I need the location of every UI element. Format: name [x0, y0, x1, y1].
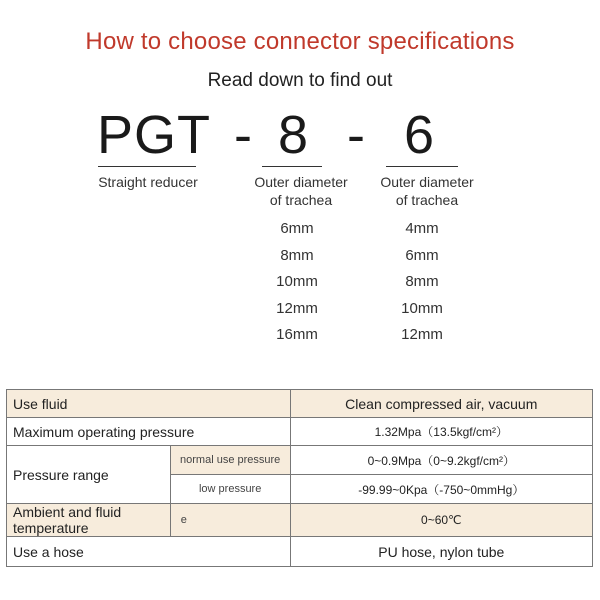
- prefix-underline: [98, 166, 196, 167]
- low-pressure-label: low pressure: [170, 475, 290, 504]
- use-fluid-label: Use fluid: [7, 390, 291, 418]
- first-size-label: [246, 173, 356, 209]
- prefix-label: Straight reducer: [98, 174, 198, 190]
- page-title: How to choose connector specifications: [85, 28, 515, 55]
- second-size-label-line1: Outer diameter: [380, 174, 474, 190]
- table-row: [7, 504, 593, 537]
- second-size-option: 10mm: [401, 299, 443, 317]
- model-second-size: 6: [404, 105, 435, 165]
- first-size-label-line1: Outer diameter: [254, 174, 348, 190]
- table-row: [7, 537, 593, 567]
- model-separator-2: -: [347, 105, 365, 165]
- temperature-label: Ambient and fluid temperature: [7, 504, 171, 537]
- normal-pressure-label: normal use pressure: [170, 446, 290, 475]
- page-subtitle: Read down to find out: [207, 70, 393, 91]
- second-size-label-line2: of trachea: [395, 192, 459, 208]
- first-size-option: 16mm: [276, 326, 318, 343]
- spec-table: [6, 389, 593, 567]
- low-pressure-value: -99.99~0Kpa（-750~0mmHg）: [290, 475, 592, 504]
- second-size-option: 12mm: [401, 326, 443, 343]
- first-size-label-line2: of trachea: [269, 192, 333, 208]
- second-size-label: [372, 173, 482, 209]
- temperature-value: 0~60℃: [290, 504, 592, 537]
- second-size-list: [367, 216, 477, 349]
- first-size-option: 8mm: [280, 246, 314, 264]
- model-separator-1: -: [234, 105, 252, 165]
- first-size-list: [242, 216, 352, 349]
- model-first-size: 8: [278, 105, 309, 165]
- second-size-underline: [386, 166, 458, 167]
- max-pressure-label: Maximum operating pressure: [7, 418, 291, 446]
- pressure-range-label: Pressure range: [7, 446, 171, 504]
- max-pressure-value: 1.32Mpa（13.5kgf/cm²）: [290, 418, 592, 446]
- first-size-option: 10mm: [276, 273, 318, 290]
- temperature-mark: e: [170, 504, 290, 537]
- table-row: [7, 446, 593, 475]
- second-size-option: 8mm: [405, 273, 439, 290]
- table-row: [7, 418, 593, 446]
- first-size-underline: [262, 166, 322, 167]
- hose-label: Use a hose: [7, 537, 291, 567]
- normal-pressure-value: 0~0.9Mpa（0~9.2kgf/cm²）: [290, 446, 592, 475]
- first-size-option: 6mm: [280, 220, 314, 237]
- second-size-option: 6mm: [405, 246, 439, 264]
- model-prefix: PGT: [97, 105, 212, 165]
- second-size-option: 4mm: [405, 220, 439, 237]
- use-fluid-value: Clean compressed air, vacuum: [290, 390, 592, 418]
- table-row: [7, 390, 593, 418]
- first-size-option: 12mm: [276, 299, 318, 317]
- hose-value: PU hose, nylon tube: [290, 537, 592, 567]
